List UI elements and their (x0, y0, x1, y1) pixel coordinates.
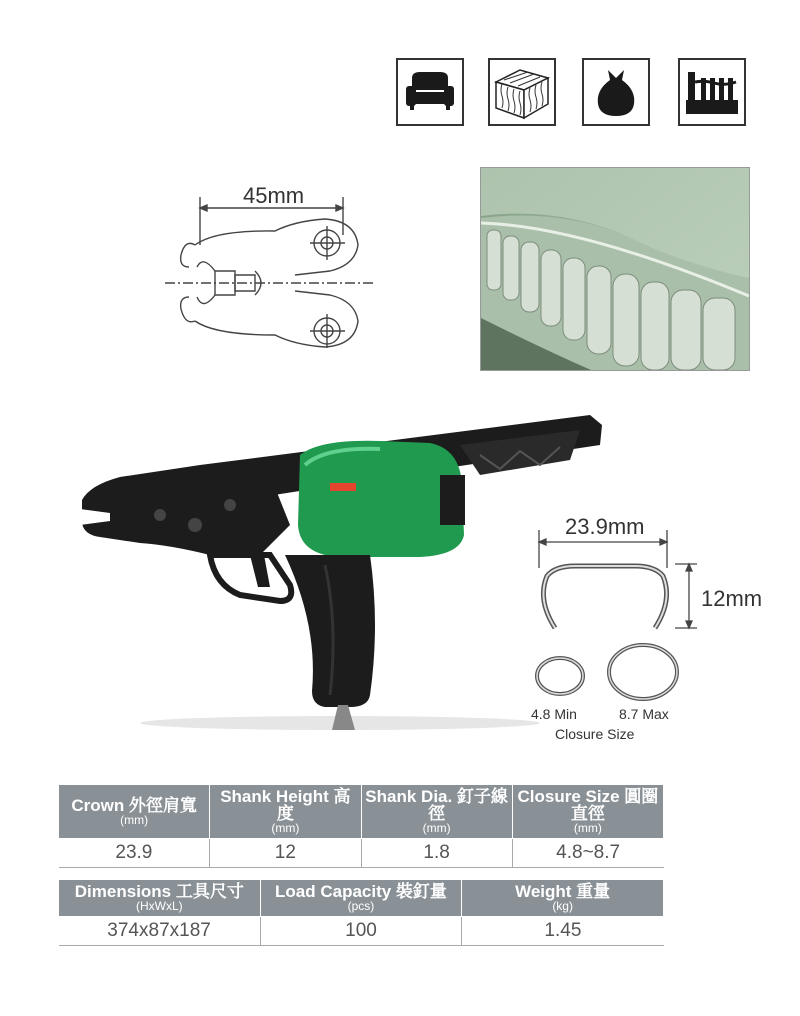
table-row (59, 917, 664, 946)
staple-width-label: 23.9mm (565, 514, 645, 539)
header-shank-height: Shank Height 高度 (mm) (210, 785, 361, 839)
fence-icon (678, 58, 746, 126)
mattress-spring-icon (488, 58, 556, 126)
header-shank-dia: Shank Dia. 釘子線徑 (mm) (361, 785, 512, 839)
jaw-width-label: 45mm (243, 183, 305, 208)
value-weight: 1.45 (462, 917, 664, 946)
header-crown: Crown 外徑肩寬 (mm) (59, 785, 210, 839)
bag-icon (582, 58, 650, 126)
header-load-capacity: Load Capacity 裝釘量 (pcs) (260, 880, 462, 917)
mattress-photo (480, 167, 750, 371)
value-crown: 23.9 (59, 839, 210, 868)
staple-height-label: 12mm (701, 586, 763, 611)
value-closure-size: 4.8~8.7 (512, 839, 663, 868)
value-dimensions: 374x87x187 (59, 917, 261, 946)
staple-dimension-diagram (525, 510, 785, 750)
value-shank-dia: 1.8 (361, 839, 512, 868)
header-dimensions: Dimensions 工具尺寸 (HxWxL) (59, 880, 261, 917)
table-row (59, 839, 664, 868)
header-closure-size: Closure Size 圓圈直徑 (mm) (512, 785, 663, 839)
closure-min-label: 4.8 Min (531, 706, 577, 722)
header-weight: Weight 重量 (kg) (462, 880, 664, 917)
spec-table-secondary (58, 879, 664, 946)
jaw-technical-drawing (155, 175, 385, 375)
value-load-capacity: 100 (260, 917, 462, 946)
sofa-icon (396, 58, 464, 126)
spec-table-primary (58, 784, 664, 868)
value-shank-height: 12 (210, 839, 361, 868)
closure-size-caption: Closure Size (555, 726, 635, 742)
closure-max-label: 8.7 Max (619, 706, 669, 722)
